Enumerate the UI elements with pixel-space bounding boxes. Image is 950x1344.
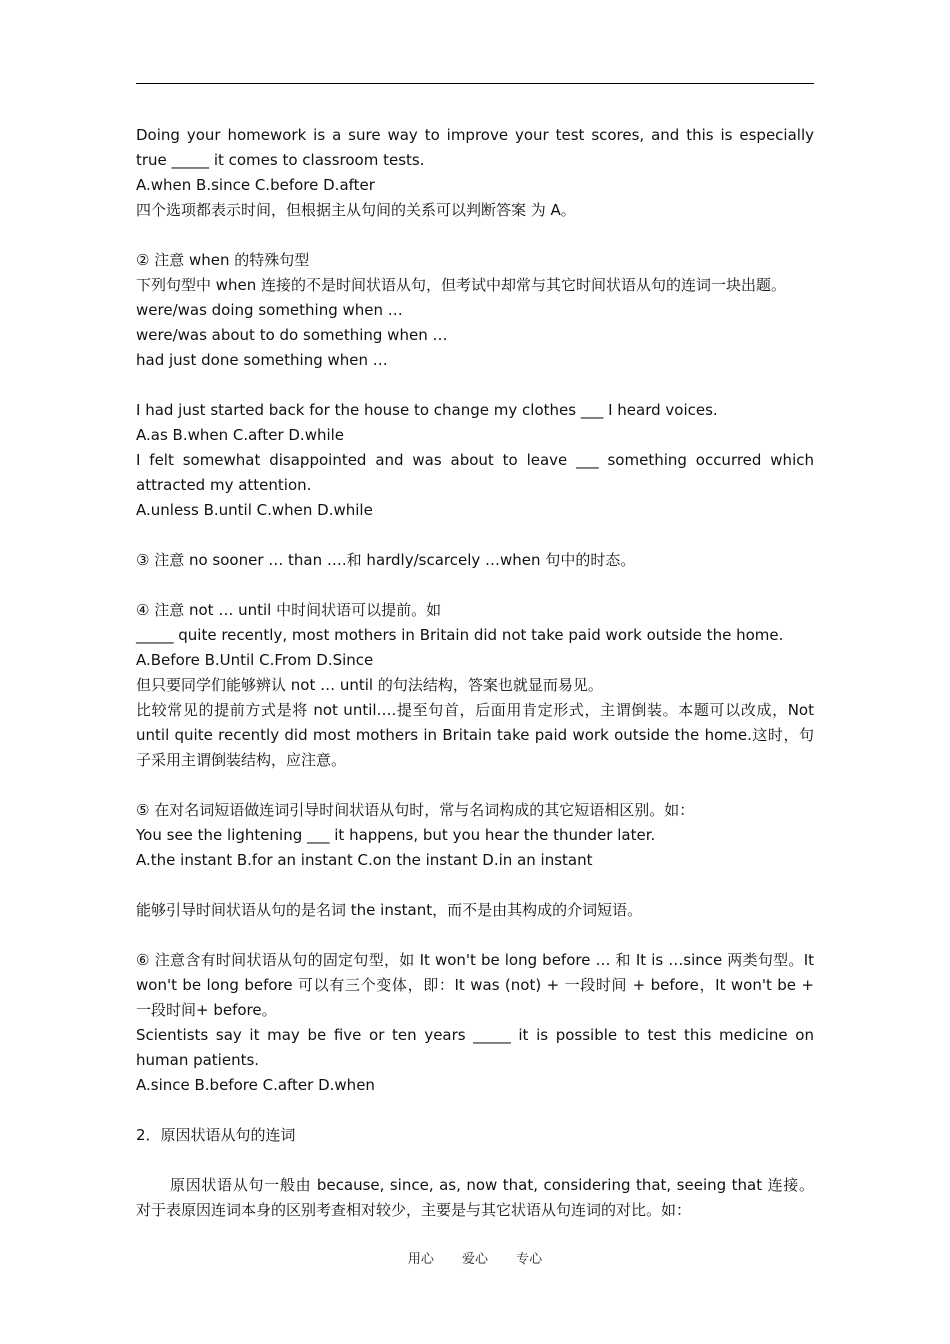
spacer xyxy=(136,573,814,598)
section-description: 下列句型中 when 连接的不是时间状语从句，但考试中却常与其它时间状语从句的连词一块出题。 xyxy=(136,276,787,294)
document-body xyxy=(136,123,814,1223)
section-title: ② 注意 when 的特殊句型 xyxy=(136,251,310,269)
answer-options: A.unless B.until C.when D.while xyxy=(136,501,373,519)
question-text: I had just started back for the house to change my clothes ___ I heard voices. xyxy=(136,401,718,419)
pattern-line: had just done something when … xyxy=(136,351,388,369)
explanation: 比较常见的提前方式是将 not until….提至句首，后面用肯定形式，主谓倒装。本题可以改成，Not until quite recently did most mothers in Britain take paid work outside the home.这时，句子采用主谓倒装结构，应注意。 xyxy=(136,701,814,769)
answer-options: A.Before B.Until C.From D.Since xyxy=(136,651,374,669)
explanation: 但只要同学们能够辨认 not … until 的句法结构，答案也就显而易见。 xyxy=(136,676,603,694)
spacer xyxy=(136,223,814,248)
explanation: 能够引导时间状语从句的是名词 the instant，而不是由其构成的介词短语。 xyxy=(136,901,643,919)
page-footer xyxy=(0,1248,950,1267)
answer-options: A.when B.since C.before D.after xyxy=(136,176,375,194)
section-title: ③ 注意 no sooner … than ….和 hardly/scarcely …when 句中的时态。 xyxy=(136,551,636,569)
header-rule xyxy=(136,83,814,84)
heading: 2．原因状语从句的连词 xyxy=(136,1126,296,1144)
question-text: Scientists say it may be five or ten years _____ it is possible to test this medicine on human patients. xyxy=(136,1026,814,1069)
spacer xyxy=(136,523,814,548)
explanation: 四个选项都表示时间，但根据主从句间的关系可以判断答案 为 A。 xyxy=(136,201,576,219)
section-title: ⑥ 注意含有时间状语从句的固定句型，如 It won't be long before … 和 It is …since 两类句型。It won't be long before 可以有三个变体，即：It was (not) + 一段时间 + before，It won't be + 一段时间+ before。 xyxy=(136,951,814,1019)
answer-options: A.the instant B.for an instant C.on the instant D.in an instant xyxy=(136,851,593,869)
footer-word: 用心 xyxy=(407,1252,434,1267)
spacer xyxy=(136,923,814,948)
answer-options: A.since B.before C.after D.when xyxy=(136,1076,375,1094)
pattern-line: were/was doing something when … xyxy=(136,301,403,319)
footer-word: 爱心 xyxy=(461,1252,488,1267)
spacer xyxy=(136,1098,814,1123)
answer-options: A.as B.when C.after D.while xyxy=(136,426,345,444)
question-text: You see the lightening ___ it happens, but you hear the thunder later. xyxy=(136,826,656,844)
question-text: I felt somewhat disappointed and was about to leave ___ something occurred which attracted my attention. xyxy=(136,451,814,494)
section-title: ⑤ 在对名词短语做连词引导时间状语从句时，常与名词构成的其它短语相区别。如： xyxy=(136,801,695,819)
pattern-line: were/was about to do something when … xyxy=(136,326,448,344)
question-text: Doing your homework is a sure way to improve your test scores, and this is especially true _____ it comes to classroom tests. xyxy=(136,126,814,169)
footer-word: 专心 xyxy=(516,1252,543,1267)
question-text: _____ quite recently, most mothers in Britain did not take paid work outside the home. xyxy=(136,626,784,644)
spacer xyxy=(136,873,814,898)
paragraph: 原因状语从句一般由 because, since, as, now that, considering that, seeing that 连接。对于表原因连词本身的区别考查相对较少，主要是与其它状语从句连词的对比。如： xyxy=(136,1176,814,1219)
spacer xyxy=(136,373,814,398)
section-title: ④ 注意 not … until 中时间状语可以提前。如 xyxy=(136,601,442,619)
spacer xyxy=(136,773,814,798)
spacer xyxy=(136,1148,814,1173)
